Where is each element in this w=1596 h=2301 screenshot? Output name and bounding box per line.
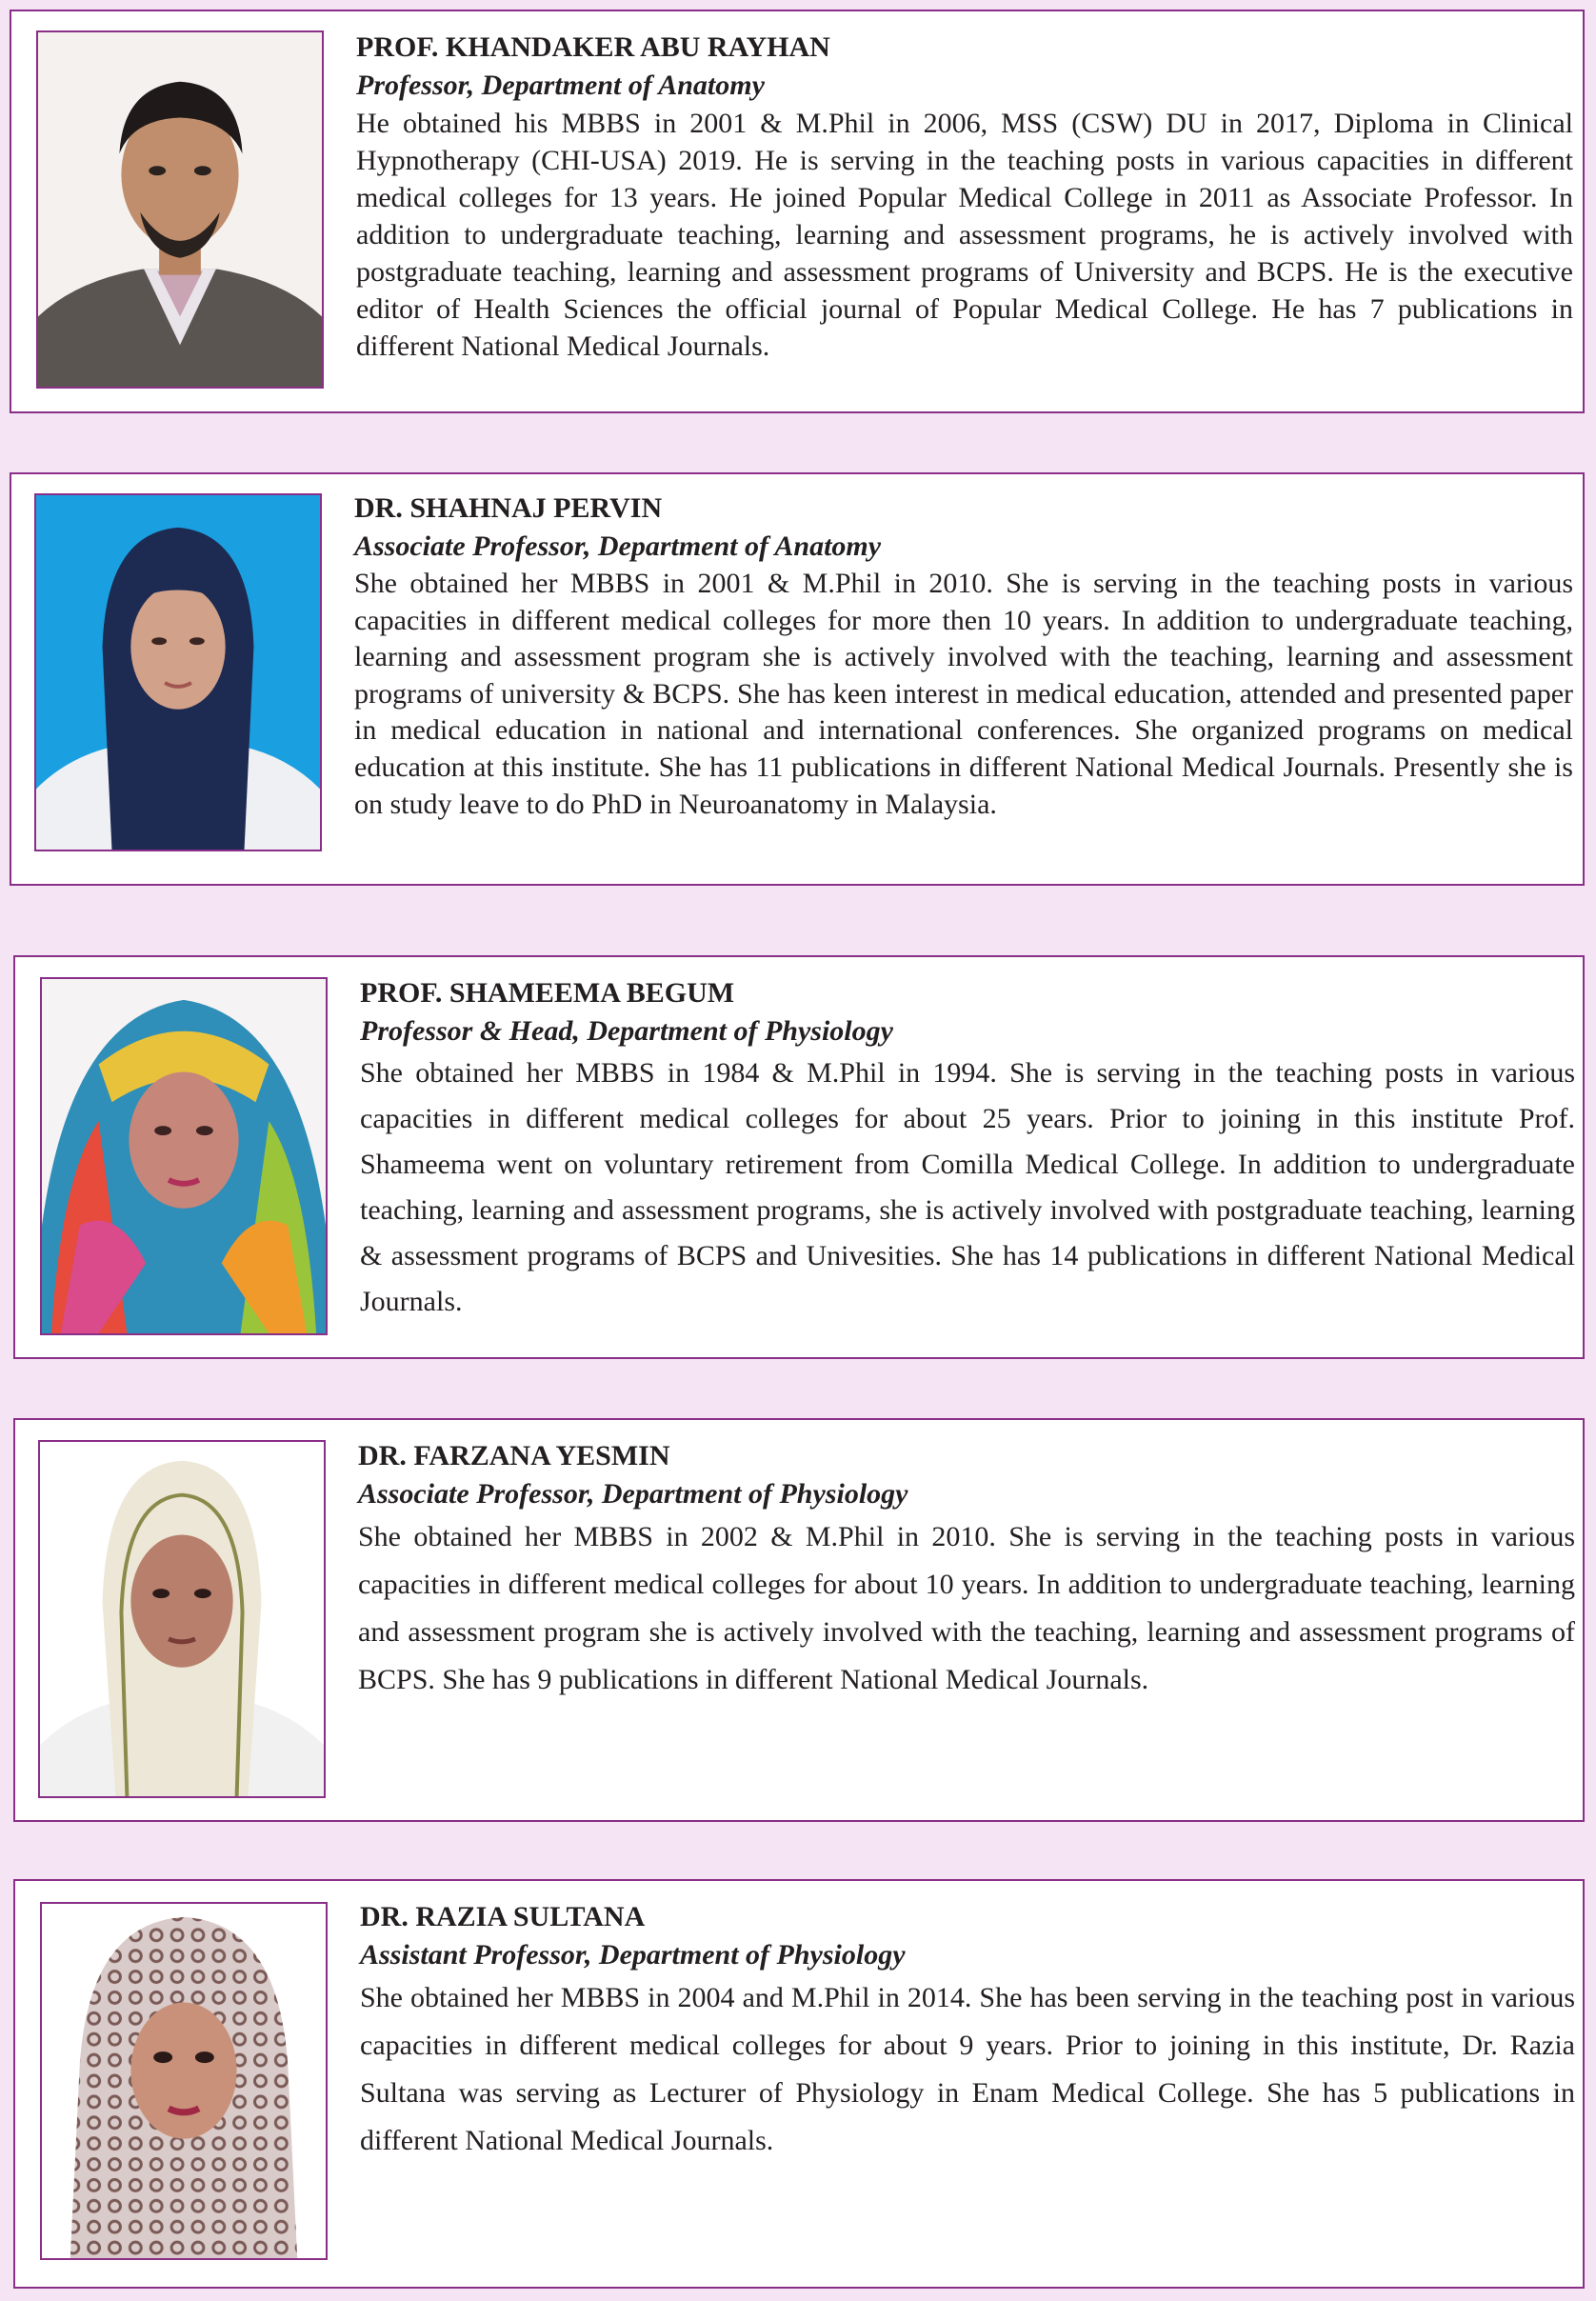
profile-card [13, 1418, 1585, 1822]
profile-photo [34, 493, 322, 851]
profile-photo [40, 977, 328, 1335]
profile-title: Associate Professor, Department of Physiology [358, 1478, 908, 1510]
profile-bio: She obtained her MBBS in 2002 & M.Phil in 2010. She is serving in the teaching posts in various capacities in different medical colleges for about 10 years. In addition to undergraduate teaching, learning and assessment program she is actively involved with the teaching, learning and assessment programs of BCPS. She has 9 publications in different National Medical Journals. [358, 1521, 1575, 1695]
profile-photo [36, 30, 324, 389]
profile-bio: She obtained her MBBS in 2001 & M.Phil in 2010. She is serving in the teaching posts in various capacities in different medical colleges for more then 10 years. In addition to undergraduate teaching, learning and assessment program she is actively involved with the teaching, learning and assessment programs of university & BCPS. She has keen interest in medical education, attended and presented paper in medical education in national and international conferences. She organized programs on medical education at this institute. She has 11 publications in different National Medical Journals. Presently she is on study leave to do PhD in Neuroanatomy in Malaysia. [354, 568, 1573, 820]
profile-card [13, 1879, 1585, 2289]
profile-name: DR. RAZIA SULTANA [360, 1901, 646, 1932]
profile-title: Professor, Department of Anatomy [356, 70, 765, 101]
profile-text [360, 976, 1575, 1325]
profile-text [358, 1439, 1575, 1704]
profile-photo [38, 1440, 326, 1798]
profile-card [10, 10, 1585, 413]
profile-name: PROF. KHANDAKER ABU RAYHAN [356, 31, 830, 63]
profile-card [10, 472, 1585, 886]
profile-title: Assistant Professor, Department of Physiology [360, 1939, 906, 1971]
profile-text [360, 1900, 1575, 2165]
profile-bio: He obtained his MBBS in 2001 & M.Phil in 2006, MSS (CSW) DU in 2017, Diploma in Clinical Hypnotherapy (CHI-USA) 2019. He is serving in the teaching posts in various capacities in different medical colleges for 13 years. He joined Popular Medical College in 2011 as Associate Professor. In addition to undergraduate teaching, learning and assessment programs, he is actively involved with postgraduate teaching, learning and assessment programs of University and BCPS. He is the executive editor of Health Sciences the official journal of Popular Medical College. He has 7 publications in different National Medical Journals. [356, 108, 1573, 362]
profile-card [13, 955, 1585, 1359]
profile-bio: She obtained her MBBS in 2004 and M.Phil in 2014. She has been serving in the teaching post in various capacities in different medical colleges for about 9 years. Prior to joining in this institute, Dr. Razia Sultana was serving as Lecturer of Physiology in Enam Medical College. She has 5 publications in different National Medical Journals. [360, 1982, 1575, 2156]
profile-text [356, 30, 1573, 365]
profile-name: DR. SHAHNAJ PERVIN [354, 492, 663, 524]
profile-text [354, 491, 1573, 823]
profile-name: PROF. SHAMEEMA BEGUM [360, 977, 735, 1009]
profile-bio: She obtained her MBBS in 1984 & M.Phil in 1994. She is serving in the teaching posts in various capacities in different medical colleges for about 25 years. Prior to joining in this institute Prof. Shameema went on voluntary retirement from Comilla Medical College. In addition to undergraduate teaching, learning and assessment programs, she is actively involved with postgraduate teaching, learning & assessment programs of BCPS and Univesities. She has 14 publications in different National Medical Journals. [360, 1057, 1575, 1317]
profile-title: Professor & Head, Department of Physiology [360, 1015, 893, 1047]
profile-photo [40, 1902, 328, 2260]
profile-name: DR. FARZANA YESMIN [358, 1440, 670, 1471]
profile-title: Associate Professor, Department of Anatomy [354, 530, 882, 562]
